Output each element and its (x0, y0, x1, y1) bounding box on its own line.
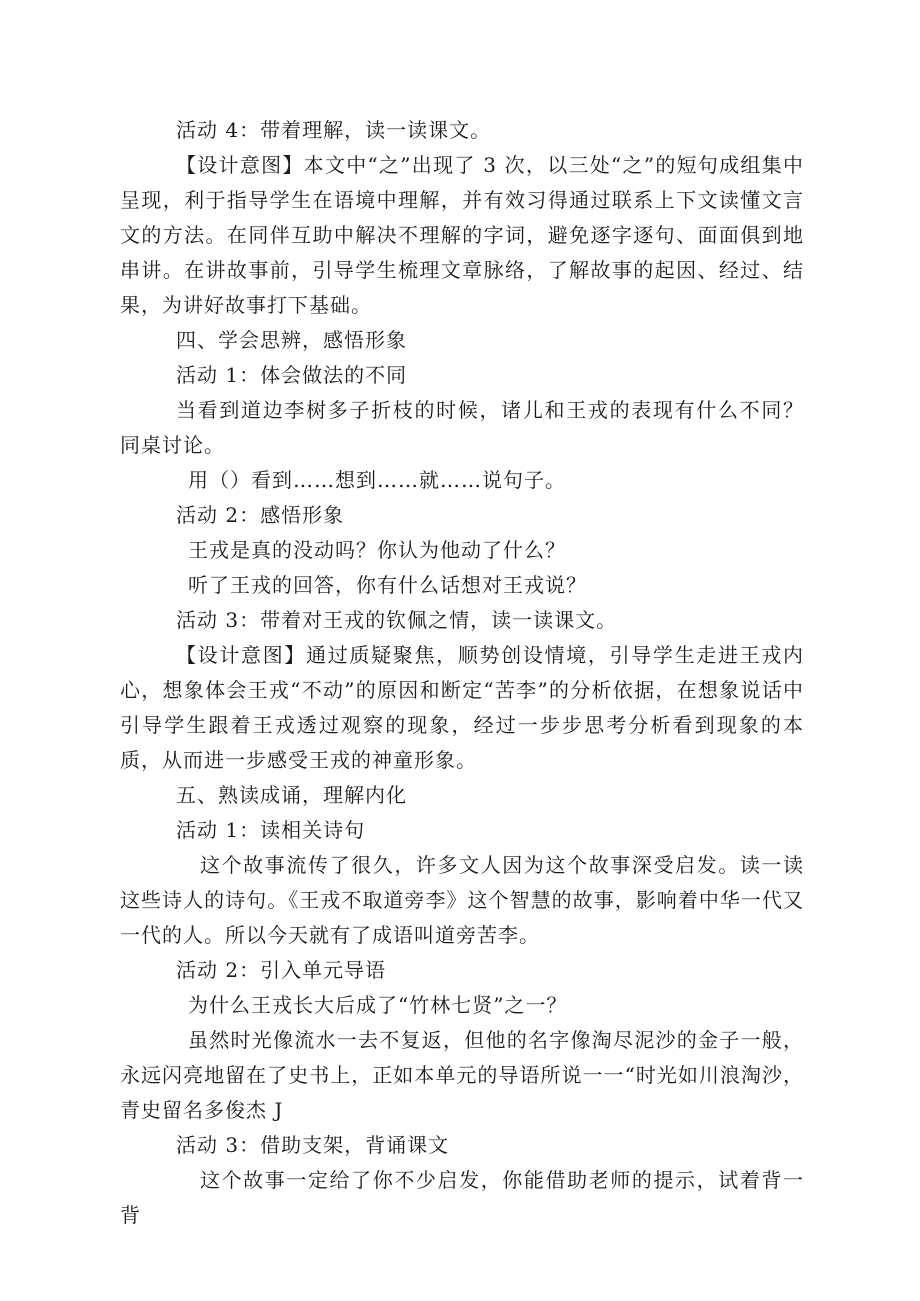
section-4-heading: 四、学会思辨，感悟形象 (176, 328, 407, 352)
section-5-activity-2-question: 为什么王戎长大后成了“竹林七贤”之一？ (188, 993, 568, 1017)
design-intent-paragraph-1: 【设计意图】本文中“之”出现了 3 次，以三处“之”的短句成组集中呈现，利于指导学生在语境中理解，并有效习得通过联系上下文读懂文言文的方法。在同伴互助中解决不理解的字词，避免逐字逐句、面面俱到地串讲。在讲故事前，引导学生梳理文章脉络，了解故事的起因、经过、结果，为讲好故事打下基础。 (120, 153, 804, 317)
section-4-activity-1-heading: 活动 1：体会做法的不同 (176, 363, 408, 387)
section-5-activity-1-heading: 活动 1：读相关诗句 (176, 818, 366, 842)
section-4-activity-1-question: 当看到道边李树多子折枝的时候，诸儿和王戎的表现有什么不同？同桌讨论。 (120, 398, 804, 457)
section-4-activity-3-heading: 活动 3：带着对王戎的钦佩之情，读一读课文。 (176, 608, 618, 632)
section-5-activity-2-heading: 活动 2：引入单元导语 (176, 958, 387, 982)
section-4-activity-2-heading: 活动 2：感悟形象 (176, 503, 345, 527)
activity-4-heading: 活动 4：带着理解，读一读课文。 (176, 118, 492, 142)
section-5-heading: 五、熟读成诵，理解内化 (176, 783, 407, 807)
section-5-activity-1-text: 这个故事流传了很久，许多文人因为这个故事深受启发。读一读这些诗人的诗句。《王戎不取道旁李》这个智慧的故事，影响着中华一代又一代的人。所以今天就有了成语叫道旁苦李。 (120, 853, 804, 947)
section-5-activity-3-heading: 活动 3：借助支架，背诵课文 (176, 1133, 450, 1157)
section-5-activity-3-text: 这个故事一定给了你不少启发，你能借助老师的提示，试着背一背 (120, 1168, 804, 1227)
section-4-activity-2-question-2: 听了王戎的回答，你有什么话想对王戎说？ (188, 573, 587, 597)
sentence-pattern-prompt: 用（）看到……想到……就……说句子。 (188, 468, 566, 492)
design-intent-paragraph-2: 【设计意图】通过质疑聚焦，顺势创设情境，引导学生走进王戎内心，想象体会王戎“不动”的原因和断定“苦李”的分析依据，在想象说话中引导学生跟着王戎透过观察的现象，经过一步步思考分析看到现象的本质，从而进一步感受王戎的神童形象。 (120, 643, 804, 772)
section-5-activity-2-text: 虽然时光像流水一去不复返，但他的名字像淘尽泥沙的金子一般，永远闪亮地留在了史书上，正如本单元的导语所说一一“时光如川浪淘沙，青史留名多俊杰 J (120, 1028, 804, 1122)
section-4-activity-2-question-1: 王戎是真的没动吗？你认为他动了什么？ (188, 538, 566, 562)
